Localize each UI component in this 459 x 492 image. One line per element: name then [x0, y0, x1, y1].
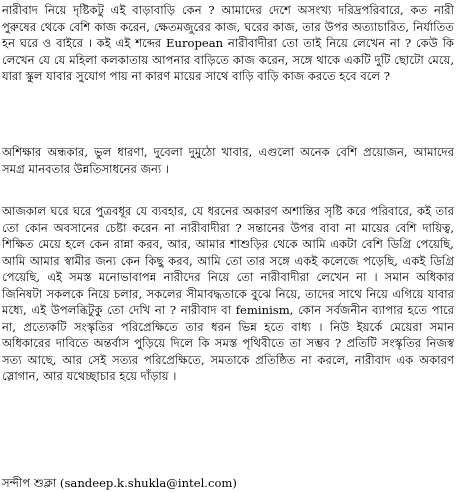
paragraph-1: নারীবাদ নিয়ে দৃষ্টিকটু এই বাড়াবাড়ি কেন ? আমাদের দেশে অসংখ্য দরিদ্রপরিবারে, কত নারী পুরুষের থেকে বেশি কাজ করেন, ক্ষেতমজুরের কাজ, ঘরের কাজ, তার উপর অত্যাচারিত, নির্যাতিত হন ঘরে ও বাইরে । কই এই শব্দের European নারীবাদীরা তো তাই নিয়ে লেখেন না ? কেউ কি লেখেন যে যে মহিলা কলকাতায় আপনার বাড়িতে কাজ করেন, সঙ্গে থাকে একটি দুটি ছোটো মেয়ে, যারা স্কুল যাবার সুযোগ পায় না কারণ মায়ের সাথে বাড়ি বাড়ি কাজ করতে হবে বলে ? — [2, 3, 454, 83]
paragraph-2: অশিক্ষার অন্ধকার, ভুল ধারণা, দুবেলা দুমুঠো খাবার, এগুলো অনেক বেশি প্রয়োজন, আমাদের সমগ্র মানবতার উন্নতিসাধনের জন্য । — [2, 145, 454, 176]
paragraph-3: আজকাল ঘরে ঘরে পুত্রবধূর যে ব্যবহার, যে ধরনের অকারণ অশান্তির সৃষ্টি করে পরিবারে, কই তার তো কোন অবসানের চেষ্টা করেন না নারীবাদীরা ? সন্তানের উপর বাবা না মায়ের বেশি দায়িত্ব, শিক্ষিত মেয়ে হলে কেন রান্না করব, আর, আমার শাশুড়ির থেকে আমি একটা বেশি ডিগ্রি পেয়েছি, আমি আমার স্বামীর জন্য কেন কিছু করব, আমি তো তার সঙ্গে একই কলেজে পড়েছি, একই ডিগ্রি পেয়েছি, এই সমস্ত মনোভাবাপন্ন নারীদের নিয়ে তো নারীবাদীরা লেখেন না । সমান অধিকার জিনিষটা সকলকে নিয়ে চলার, সকলের সীমাবদ্ধতাকে বুঝে নিয়ে, তাদের সাথে নিয়ে এগিয়ে যাবার মধ্যে, এই উপলব্ধিটুকু তো দেখি না ? নারীবাদ বা feminism, কোন সর্বজনীন ব্যাপার হতে পারে না, প্রত্যেকটি সংস্কৃতির পরিপ্রেক্ষিতে তার ধরন ভিন্ন হতে বাধ্য । নিউ ইয়র্কে মেয়েরা সমান অধিকারের দাবিতে অন্তর্বাস পুড়িয়ে দিলে কি সমস্ত পৃথিবীতে তা সম্ভব ? প্রতিটি সংস্কৃতির নিজস্ব সত্য আছে, আর সেই সত্যর পরিপ্রেক্ষিতে, সমতাকে প্রতিষ্ঠিত না করলে, নারীবাদ এক অকারণ স্লোগান, আর যথেচ্ছাচার হয়ে দাঁড়ায় । — [2, 204, 454, 383]
author-signature: সন্দীপ শুক্লা (sandeep.k.shukla@intel.com) — [2, 476, 237, 490]
